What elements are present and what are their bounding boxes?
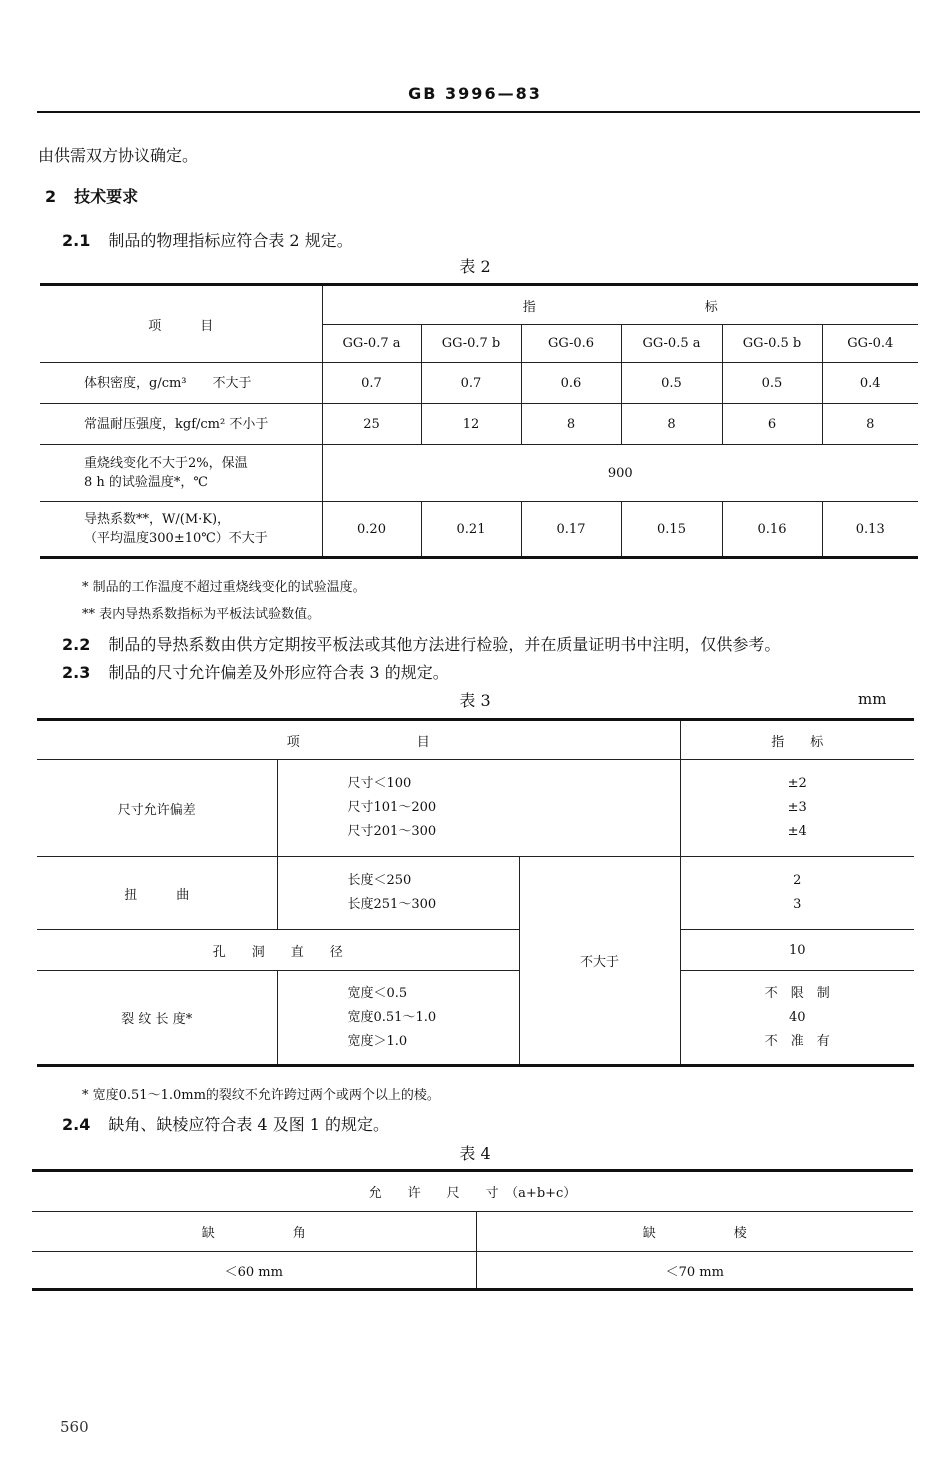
row-label-deviation: 尺寸允许偏差 (37, 760, 277, 857)
table-cell: 25 (322, 404, 421, 445)
clause-text: 制品的尺寸允许偏差及外形应符合表 3 的规定。 (108, 663, 449, 682)
table-2-note: ** 表内导热系数指标为平板法试验数值。 (82, 607, 321, 622)
table-cell: 0.16 (722, 502, 822, 558)
list-item: 长度251～300 (347, 897, 437, 912)
section-title: 技术要求 (74, 187, 139, 206)
list-item: 宽度＜0.5 (347, 985, 408, 1001)
list-item: 尺寸101～200 (347, 800, 437, 815)
list-item: 宽度0.51～1.0 (347, 1009, 437, 1025)
table-2-caption: 表 2 (459, 257, 491, 276)
clause-number: 2.2 (62, 635, 91, 654)
list-item: ±3 (787, 800, 807, 815)
table-3-note: * 宽度0.51～1.0mm的裂纹不允许跨过两个或两个以上的棱。 (82, 1088, 440, 1103)
table-cell: 0.6 (521, 363, 621, 404)
list-item: 尺寸＜100 (347, 776, 412, 791)
clause-number: 2.4 (62, 1115, 91, 1134)
row-label-reheat (40, 445, 322, 502)
deviation-items (277, 760, 680, 857)
clause-number: 2.3 (62, 663, 91, 682)
table-2-note: * 制品的工作温度不超过重烧线变化的试验温度。 (82, 580, 366, 595)
crack-values (680, 971, 914, 1066)
table-cell: 8 (521, 404, 621, 445)
list-item: 3 (793, 897, 802, 912)
warp-values (680, 857, 914, 930)
row-label-conductivity (40, 502, 322, 558)
table-cell: 0.13 (822, 502, 918, 558)
crack-items (277, 971, 519, 1066)
clause-2-3 (62, 660, 449, 683)
table-cell: 6 (722, 404, 822, 445)
row-label-line: 8 h 的试验温度*，℃ (84, 475, 208, 490)
table-cell: 0.20 (322, 502, 421, 558)
row-label-strength: 常温耐压强度，kgf/cm² 不小于 (40, 404, 322, 445)
standard-header: GB 3996—83 (408, 84, 542, 103)
table3-index-header: 指 标 (680, 720, 914, 760)
section-number: 2 (45, 187, 57, 206)
table-cell: 0.17 (521, 502, 621, 558)
clause-2-1 (62, 228, 353, 251)
table-cell: 8 (822, 404, 918, 445)
row-label-warp: 扭 曲 (37, 857, 277, 930)
row-label-line: 重烧线变化不大于2%，保温 (84, 456, 248, 471)
clause-2-2 (62, 632, 780, 655)
list-item: 宽度＞1.0 (347, 1033, 408, 1049)
hole-value: 10 (680, 930, 914, 971)
deviation-values (680, 760, 914, 857)
table3-item-header: 项 目 (37, 720, 680, 760)
grade-header: GG-0.5 a (621, 325, 722, 363)
row-label-hole: 孔 洞 直 径 (37, 930, 519, 971)
grade-header: GG-0.6 (521, 325, 621, 363)
table-cell-merged: 900 (322, 445, 918, 502)
table4-col-corner: 缺 角 (32, 1212, 476, 1252)
row-label-line: （平均温度300±10℃）不大于 (84, 531, 268, 546)
grade-header: GG-0.5 b (722, 325, 822, 363)
table-3-unit: mm (858, 690, 887, 708)
table-cell: 12 (421, 404, 521, 445)
warp-items (277, 857, 519, 930)
clause-2-4 (62, 1112, 389, 1135)
table4-header: 允 许 尺 寸 （a+b+c） (32, 1171, 913, 1212)
table-3-caption: 表 3 (459, 691, 491, 710)
list-item: 尺寸201～300 (347, 824, 437, 839)
row-label-crack: 裂 纹 长 度* (37, 971, 277, 1066)
list-item: 2 (793, 873, 802, 888)
list-item: 不 准 有 (764, 1033, 830, 1049)
table-cell: 0.7 (421, 363, 521, 404)
list-item: 40 (788, 1009, 806, 1025)
table4-col-edge: 缺 棱 (476, 1212, 913, 1252)
page-number: 560 (60, 1418, 89, 1436)
header-rule (37, 111, 920, 113)
clause-number: 2.1 (62, 231, 91, 250)
table-3 (37, 718, 914, 1067)
table-cell: 0.4 (822, 363, 918, 404)
grade-header: GG-0.7 b (421, 325, 521, 363)
list-item: 长度＜250 (347, 873, 412, 888)
table4-value-edge: ＜70 mm (476, 1252, 913, 1290)
list-item: 不 限 制 (764, 985, 830, 1001)
list-item: ±4 (787, 824, 807, 839)
grade-header: GG-0.4 (822, 325, 918, 363)
table-cell: 0.21 (421, 502, 521, 558)
table2-item-header: 项 目 (40, 285, 322, 363)
list-item: ±2 (787, 776, 807, 791)
clause-text: 缺角、缺棱应符合表 4 及图 1 的规定。 (108, 1115, 390, 1134)
row-label-density: 体积密度，g/cm³ 不大于 (40, 363, 322, 404)
section-2-heading (45, 184, 138, 207)
intro-paragraph: 由供需双方协议确定。 (38, 146, 199, 165)
grade-header: GG-0.7 a (322, 325, 421, 363)
table2-index-header: 指 标 (322, 285, 918, 325)
table-cell: 0.5 (722, 363, 822, 404)
limit-cell: 不大于 (519, 857, 680, 1066)
table-cell: 0.5 (621, 363, 722, 404)
table-2 (40, 283, 918, 559)
clause-text: 制品的导热系数由供方定期按平板法或其他方法进行检验，并在质量证明书中注明，仅供参考。 (108, 635, 781, 654)
row-label-line: 导热系数**，W/(M·K)， (84, 512, 231, 527)
clause-text: 制品的物理指标应符合表 2 规定。 (108, 231, 353, 250)
table4-value-corner: ＜60 mm (32, 1252, 476, 1290)
table-4-caption: 表 4 (459, 1144, 491, 1163)
table-cell: 0.15 (621, 502, 722, 558)
table-4 (32, 1169, 913, 1291)
table-cell: 8 (621, 404, 722, 445)
table-cell: 0.7 (322, 363, 421, 404)
